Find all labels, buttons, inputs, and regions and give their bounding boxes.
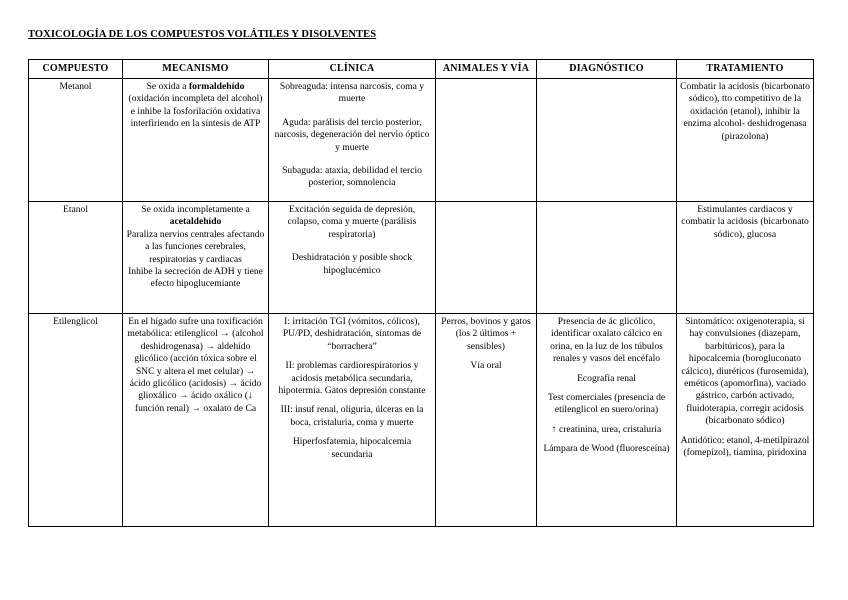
diagnostico-item: ↑ creatinina, urea, cristaluria [551, 423, 662, 435]
clinica-item: II: problemas cardiorespiratorios y acidosis metabólica secundaria, hipotermia. Gatos depresión constante [278, 360, 426, 397]
cell-compuesto: Etilenglicol [29, 314, 123, 527]
cell-diagnostico [537, 314, 677, 527]
table-row-etilenglicol [29, 314, 814, 527]
cell-diagnostico [537, 79, 677, 202]
clinica-item: III: insuf renal, oliguria, úlceras en la boca, cristaluria, coma y muerte [280, 404, 424, 428]
clinica-item: Hiperfosfatemia, hipocalcemia secundaria [292, 436, 412, 460]
mecanismo-text: Se oxida incompletamente a acetaldehído [141, 204, 250, 228]
cell-mecanismo [123, 79, 269, 202]
clinica-item: Excitación seguida de depresión, colapso, coma y muerte (parálisis respiratoria) [287, 204, 417, 240]
header-compuesto: COMPUESTO [29, 60, 123, 79]
cell-tratamiento: Estimulantes cardiacos y combatir la acidosis (bicarbonato sódico), glucosa [677, 202, 814, 314]
animales-item: Perros, bovinos y gatos (los 2 últimos + sensibles) [441, 316, 531, 352]
header-diagnostico: DIAGNÓSTICO [537, 60, 677, 79]
cell-mecanismo [123, 202, 269, 314]
cell-animales-via [436, 314, 537, 527]
header-tratamiento: TRATAMIENTO [677, 60, 814, 79]
diagnostico-item: Ecografía renal [577, 372, 636, 384]
mecanismo-text: Paraliza nervios centrales afectando a las funciones cerebrales, respiratorias y cardiacas [126, 228, 265, 265]
table-row-etanol [29, 202, 814, 314]
cell-animales-via [436, 79, 537, 202]
header-animales-via: ANIMALES Y VÍA [436, 60, 537, 79]
cell-tratamiento [677, 314, 814, 527]
clinica-item: Deshidratación y posible shock hipoglucémico [291, 252, 413, 276]
toxicology-table [28, 59, 814, 527]
clinica-item: Subaguda: ataxia, debilidad el tercio posterior, somnolencia [282, 165, 422, 189]
clinica-item: I: irritación TGI (vómitos, cólicos), PU/PD, deshidratación, síntomas de “borrachera” [282, 316, 422, 352]
mecanismo-text: Se oxida a formaldehído (oxidación incompleta del alcohol) e inhibe la fosforilación oxidativa interfiriendo en la síntesis de ATP [128, 81, 263, 130]
cell-clinica [269, 314, 436, 527]
table-header-row [29, 60, 814, 79]
cell-diagnostico [537, 202, 677, 314]
via-item: Vía oral [470, 360, 502, 372]
clinica-item: Sobreaguda: intensa narcosis, coma y muerte [279, 81, 425, 105]
cell-compuesto: Metanol [29, 79, 123, 202]
cell-clinica [269, 202, 436, 314]
diagnostico-item: Lámpara de Wood (fluoresceína) [543, 443, 670, 455]
clinica-item: Aguda: parálisis del tercio posterior, narcosis, degeneración del nervio óptico y muerte [274, 116, 430, 153]
diagnostico-item: Presencia de ác glicólico, identificar oxalato cálcico en orina, en la luz de los túbulos renales y vasos del encéfalo [550, 316, 663, 365]
header-clinica: CLÍNICA [269, 60, 436, 79]
cell-clinica [269, 79, 436, 202]
tratamiento-item: Antidótico: etanol, 4-metilpirazol (fomepizol), tiamina, piridoxina [680, 434, 810, 459]
document-title: TOXICOLOGÍA DE LOS COMPUESTOS VOLÁTILES Y DISOLVENTES [28, 29, 377, 40]
diagnostico-item: Test comerciales (presencia de etilenglicol en suero/orina) [547, 392, 666, 416]
header-mecanismo: MECANISMO [123, 60, 269, 79]
tratamiento-item: Sintomático: oxigenoterapia, si hay convulsiones (diazepam, barbitúricos), para la hipocalcemia (borogluconato cálcico), diuréticos (furosemida), eméticos (apomorfina), vaciado gástrico, carbón activado, fluidoterapia, corregir acidosis (bicarbonato sódico) [681, 316, 809, 427]
cell-tratamiento: Combatir la acidosis (bicarbonato sódico), tto competitivo de la oxidación (etanol), inhibir la enzima alcohol- deshidrogenasa (pirazolona) [677, 79, 814, 202]
cell-mecanismo: En el hígado sufre una toxificación metabólica: etilenglicol → (alcohol deshidrogenasa) → aldehído glicólico (acción tóxica sobre el SNC y altera el met celular) → ácido glicólico (acidosis) → ácido glioxálico → ácido oxálico (↓ función renal) → oxalato de Ca [123, 314, 269, 527]
table-row-metanol [29, 79, 814, 202]
mecanismo-text: Inhibe la secreción de ADH y tiene efecto hipoglucemiante [128, 266, 263, 290]
cell-animales-via [436, 202, 537, 314]
cell-compuesto: Etanol [29, 202, 123, 314]
